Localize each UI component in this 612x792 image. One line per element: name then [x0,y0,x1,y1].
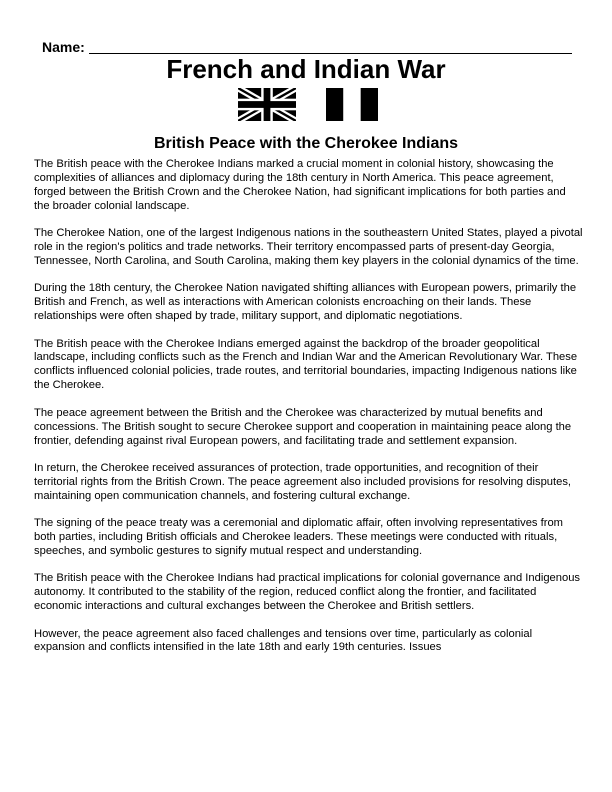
france-flag-icon [326,88,378,121]
paragraph: However, the peace agreement also faced challenges and tensions over time, particularly as colonial expansion and conflicts intensified in the late 18th and early 19th centuries. Issues [34,627,533,654]
name-input-line[interactable] [89,41,572,54]
paragraph: The signing of the peace treaty was a ceremonial and diplomatic affair, often involving representatives from both parties, including British officials and Cherokee leaders. These meetings were conducted with rituals, speeches, and symbolic gestures to signify mutual respect and understanding. [34,517,564,557]
paragraph: The Cherokee Nation, one of the largest Indigenous nations in the southeastern United States, played a pivotal role in the region's politics and trade networks. Their territory encompassed parts of present-day Georgia, Tennessee, North Carolina, and South Carolina, making them key players in the colonial dynamics of the time. [34,227,583,267]
section-subtitle: British Peace with the Cherokee Indians [153,135,459,152]
page-title: French and Indian War [166,54,446,84]
paragraph: The British peace with the Cherokee Indians emerged against the backdrop of the broader geopolitical landscape, including conflicts such as the French and Indian War and the American Revolutionary War. These conflicts influenced colonial policies, trade routes, and territorial boundaries, impacting Indigenous nations like the Cherokee. [34,337,578,392]
united-kingdom-flag-icon [238,88,296,121]
paragraph: During the 18th century, the Cherokee Nation navigated shifting alliances with European powers, primarily the British and French, as well as interactions with American colonists encroaching on their lands. These relationships were often shaped by trade, military support, and diplomatic negotiations. [34,282,577,323]
name-label: Name: [42,39,85,55]
name-row [42,36,572,54]
paragraph: In return, the Cherokee received assurances of protection, trade opportunities, and recognition of their territorial rights from the British Crown. The peace agreement also included provisions for resolving disputes, maintaining open communication channels, and fostering cultural exchange. [34,461,572,502]
paragraph: The British peace with the Cherokee Indians marked a crucial moment in colonial history, showcasing the complexities of alliances and diplomacy during the 18th century in North America. This peace agreement, forged between the British Crown and the Cherokee Nation, had significant implications for both parties and the broader colonial landscape. [34,158,566,212]
paragraph: The peace agreement between the British and the Cherokee was characterized by mutual benefits and concessions. The British sought to secure Cherokee support and cooperation in maintaining peace along the frontier, defending against rival European powers, and facilitating trade and settlement expansion. [34,406,572,447]
flags-row [238,88,378,122]
article-body [34,158,584,669]
paragraph: The British peace with the Cherokee Indians had practical implications for colonial governance and Indigenous autonomy. It contributed to the stability of the region, reduced conflict along the frontier, and facilitated economic interactions and cultural exchanges between the Cherokee and British settlers. [34,572,581,613]
